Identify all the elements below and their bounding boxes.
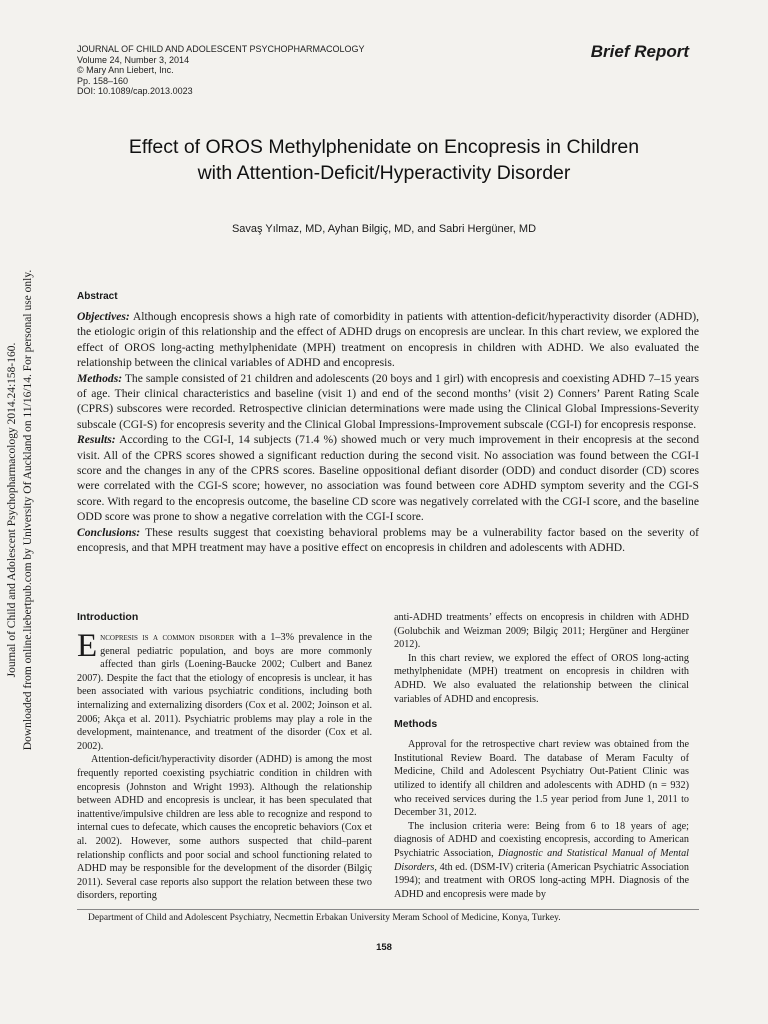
affiliation-footnote: Department of Child and Adolescent Psychiatry, Necmettin Erbakan University Meram School of Medicine, Konya, Turkey.	[88, 913, 561, 923]
methods-label: Methods:	[77, 371, 123, 385]
dsm-title: Diagnostic and Statistical Manual of Mental Disorders	[394, 847, 689, 873]
introduction-paragraph-2: Attention-deficit/hyperactivity disorder (ADHD) is among the most frequently reported coexisting psychiatric condition in children with encopresis (Johnston and Wright 1993). Although the relationship between ADHD and encopresis is unclear, it has been speculated that inattentive/impulsive children are less able to recognize and respond to internal cues to defecate, which causes the encopretic behaviors (Cox et al. 2002). However, some authors suspected that child–parent relationship conflicts and poor social and school functioning related to ADHD may be responsible for the development of the disorder (Bilgiç 2011). Several case reports also support the relation between these two disorders, reporting	[77, 754, 372, 902]
drop-cap: E	[77, 628, 98, 664]
objectives-label: Objectives:	[77, 310, 130, 323]
journal-info	[77, 44, 477, 97]
doi: DOI: 10.1089/cap.2013.0023	[77, 86, 193, 96]
methods-paragraph-2	[394, 820, 689, 902]
journal-volume: Volume 24, Number 3, 2014	[77, 54, 190, 65]
introduction-paragraph-4: In this chart review, we explored the effect of OROS long-acting methylphenidate (MPH) treatment on encopresis in children with ADHD. We also evaluated the relationship between the clinical variables of ADHD and encopresis.	[394, 652, 689, 705]
results-label: Results:	[77, 433, 116, 447]
download-notice-line-1: Journal of Child and Adolescent Psychopharmacology 2014.24:158-160.	[6, 342, 18, 678]
introduction-paragraph-3: anti-ADHD treatments’ effects on encopresis in children with ADHD (Golubchik and Weizman 2009; Bilgiç 2011; Hergüner and Hergüner 2012).	[394, 612, 689, 651]
page-number: 158	[376, 942, 392, 953]
results-text: According to the CGI-I, 14 subjects (71.4 %) showed much or very much improvement in their encopresis at the second visit. All of the CPRS scores showed a significant reduction during the second visit. No association was found between the CGI-I score and the changes in any of the CPRS scores. Baseline oppositional defiant disorder (ODD) and conduct disorder (CD) scores were correlated with the CGI-S score; however, no association was found between core ADHD symptom severity and the CGI-S score. With regard to the encopresis outcome, the baseline CD score was negatively correlated with the CGI-I score, and the baseline ODD score was prone to show a negative correlation with the CGI-I score.	[77, 433, 699, 524]
introduction-heading: Introduction	[77, 611, 139, 623]
methods-paragraph-2-end: , 4th ed. (DSM-IV) criteria (American Psychiatric Association 1994); and treatment with OROS long-acting MPH. Diagnosis of the ADHD and encopresis were made by	[394, 861, 689, 900]
introduction-paragraph-1	[77, 628, 372, 753]
introduction-paragraph-1-text: with a 1–3% prevalence in the general pediatric population, and boys are more commonly affected than girls (Loening-Baucke 2002; Culbert and Banez 2007). Despite the fact that the etiology of encopresis is unclear, it has been associated with various psychiatric conditions, including both internalizing and externalizing disorders (Cox et al. 2002; Joinson et al. 2006; Akça et al. 2011). Psychiatric problems may play a role in the development, maintenance, and treatment of the disorder (Cox et al. 2002).	[77, 632, 372, 752]
abstract	[77, 291, 699, 556]
methods-paragraph-2-start: The inclusion criteria were: Being from 6 to 18 years of age; diagnosis of ADHD and coexisting encopresis, according to American Psychiatric Association,	[394, 820, 689, 859]
methods-heading: Methods	[394, 718, 438, 731]
abstract-heading: Abstract	[77, 291, 118, 302]
article-title	[60, 134, 708, 186]
download-notice	[4, 240, 44, 780]
download-notice-line-2: Downloaded from online.liebertpub.com by University Of Auckland on 11/16/14. For personal use only.	[22, 269, 34, 751]
abstract-objectives	[77, 309, 699, 371]
article-title-line-2: with Attention-Deficit/Hyperactivity Disorder	[197, 162, 571, 184]
authors: Savaş Yılmaz, MD, Ayhan Bilgiç, MD, and Sabri Hergüner, MD	[231, 223, 537, 235]
abstract-results	[77, 432, 699, 524]
journal-name: JOURNAL OF CHILD AND ADOLESCENT PSYCHOPHARMACOLOGY	[77, 44, 365, 54]
methods-text: The sample consisted of 21 children and adolescents (20 boys and 1 girl) with encopresis and coexisting ADHD 7–15 years of age. Their clinical characteristics and baseline (visit 1) and end of the second months’ (visit 2) Conners’ Parent Rating Scale (CPRS) subscores were recorded. Retrospective clinician determinations were made using the Clinical Global Impressions-Severity subscale (CGI-S) for encopresis severity and the Clinical Global Impressions-Improvement subscale (CGI-I) for encopresis response.	[77, 371, 699, 431]
abstract-conclusions	[77, 525, 699, 556]
right-column	[394, 611, 689, 901]
abstract-methods	[77, 371, 699, 433]
footnote-rule	[77, 909, 699, 910]
objectives-text: Although encopresis shows a high rate of comorbidity in patients with attention-deficit/hyperactivity disorder (ADHD), the etiologic origin of this relationship and the effect of ADHD drugs on encopresis are unclear. In this chart review, we explored the effect of OROS long-acting methylphenidate (MPH) treatment on encopresis in children with ADHD. We also evaluated the relationship between the clinical variables of ADHD and encopresis.	[77, 310, 699, 370]
article-type: Brief Report	[590, 42, 689, 61]
page-range: Pp. 158–160	[77, 75, 129, 86]
article-title-line-1: Effect of OROS Methylphenidate on Encopresis in Children	[128, 136, 640, 158]
left-column	[77, 611, 372, 903]
conclusions-text: These results suggest that coexisting behavioral problems may be a vulnerability factor based on the severity of encopresis, and that MPH treatment may have a positive effect on encopresis in children and adolescents with ADHD.	[77, 525, 699, 555]
methods-paragraph-1: Approval for the retrospective chart review was obtained from the Institutional Review Board. The database of Meram Faculty of Medicine, Child and Adolescent Psychiatry Out-Patient Clinic was utilized to identify all children and adolescents with ADHD (n = 932) who received services during the 1.5 year period from June 1, 2011 to December 31, 2012.	[394, 739, 689, 819]
copyright: © Mary Ann Liebert, Inc.	[77, 65, 174, 75]
conclusions-label: Conclusions:	[77, 525, 141, 539]
lead-in: ncopresis is a common disorder	[100, 632, 235, 643]
